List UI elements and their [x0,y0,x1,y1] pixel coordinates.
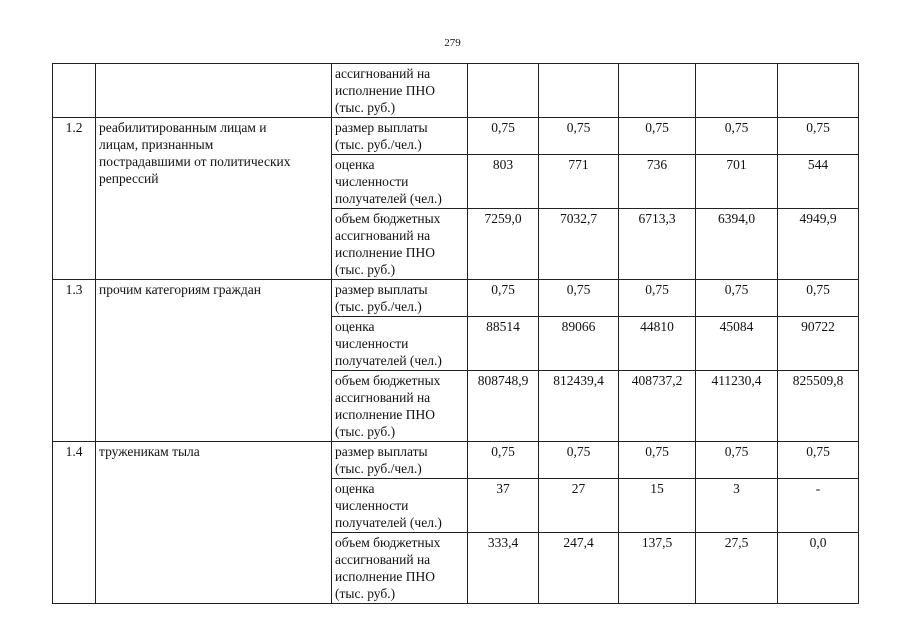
value-cell: 15 [619,479,696,533]
value-cell: 0,75 [619,118,696,155]
value-cell: 411230,4 [696,371,778,442]
table-row [53,442,859,479]
value-cell: 90722 [778,317,859,371]
value-cell: 137,5 [619,533,696,604]
value-cell: 0,75 [696,280,778,317]
section-category: труженикам тыла [96,442,332,604]
value-cell: 88514 [468,317,539,371]
value-cell: 0,75 [539,442,619,479]
value-cell: 0,75 [468,442,539,479]
value-cell: 0,75 [539,280,619,317]
section-category: прочим категориям граждан [96,280,332,442]
value-cell: 0,75 [778,442,859,479]
value-cell: 89066 [539,317,619,371]
value-cell: 0,75 [696,118,778,155]
value-cell: 7259,0 [468,209,539,280]
value-cell: 27,5 [696,533,778,604]
value-cell: 7032,7 [539,209,619,280]
value-cell: 771 [539,155,619,209]
section-index: 1.4 [53,442,96,604]
table-row-continuation [53,64,859,118]
table-row [53,280,859,317]
value-cell: 408737,2 [619,371,696,442]
value-cell: 333,4 [468,533,539,604]
value-cell: 808748,9 [468,371,539,442]
value-cell: 0,75 [696,442,778,479]
value-cell: 0,0 [778,533,859,604]
indicator-label: объем бюджетных ассигнований на исполнение ПНО (тыс. руб.) [332,533,468,604]
value-cell: 4949,9 [778,209,859,280]
table-row [53,118,859,155]
value-cell [778,64,859,118]
value-cell [468,64,539,118]
value-cell [619,64,696,118]
value-cell: 803 [468,155,539,209]
value-cell: - [778,479,859,533]
value-cell: 0,75 [778,280,859,317]
indicator-label: размер выплаты (тыс. руб./чел.) [332,118,468,155]
value-cell: 247,4 [539,533,619,604]
value-cell [539,64,619,118]
section-index: 1.2 [53,118,96,280]
indicator-label: размер выплаты (тыс. руб./чел.) [332,442,468,479]
value-cell: 701 [696,155,778,209]
value-cell: 6713,3 [619,209,696,280]
page-number: 279 [444,37,461,49]
value-cell: 0,75 [468,118,539,155]
indicator-label: ассигнований на исполнение ПНО (тыс. руб.) [332,64,468,118]
value-cell: 45084 [696,317,778,371]
value-cell: 544 [778,155,859,209]
value-cell: 0,75 [778,118,859,155]
indicator-label: размер выплаты (тыс. руб./чел.) [332,280,468,317]
value-cell: 736 [619,155,696,209]
value-cell: 3 [696,479,778,533]
value-cell: 6394,0 [696,209,778,280]
payments-table [52,63,859,604]
value-cell: 37 [468,479,539,533]
section-index: 1.3 [53,280,96,442]
section-category: реабилитированным лицам и лицам, признанным пострадавшими от политических репрессий [96,118,332,280]
value-cell: 812439,4 [539,371,619,442]
index-cell [53,64,96,118]
indicator-label: оценка численности получателей (чел.) [332,155,468,209]
value-cell: 0,75 [539,118,619,155]
indicator-label: объем бюджетных ассигнований на исполнение ПНО (тыс. руб.) [332,209,468,280]
indicator-label: оценка численности получателей (чел.) [332,479,468,533]
value-cell: 0,75 [468,280,539,317]
indicator-label: оценка численности получателей (чел.) [332,317,468,371]
value-cell [696,64,778,118]
indicator-label: объем бюджетных ассигнований на исполнение ПНО (тыс. руб.) [332,371,468,442]
value-cell: 0,75 [619,280,696,317]
value-cell: 825509,8 [778,371,859,442]
value-cell: 27 [539,479,619,533]
category-cell [96,64,332,118]
value-cell: 44810 [619,317,696,371]
value-cell: 0,75 [619,442,696,479]
